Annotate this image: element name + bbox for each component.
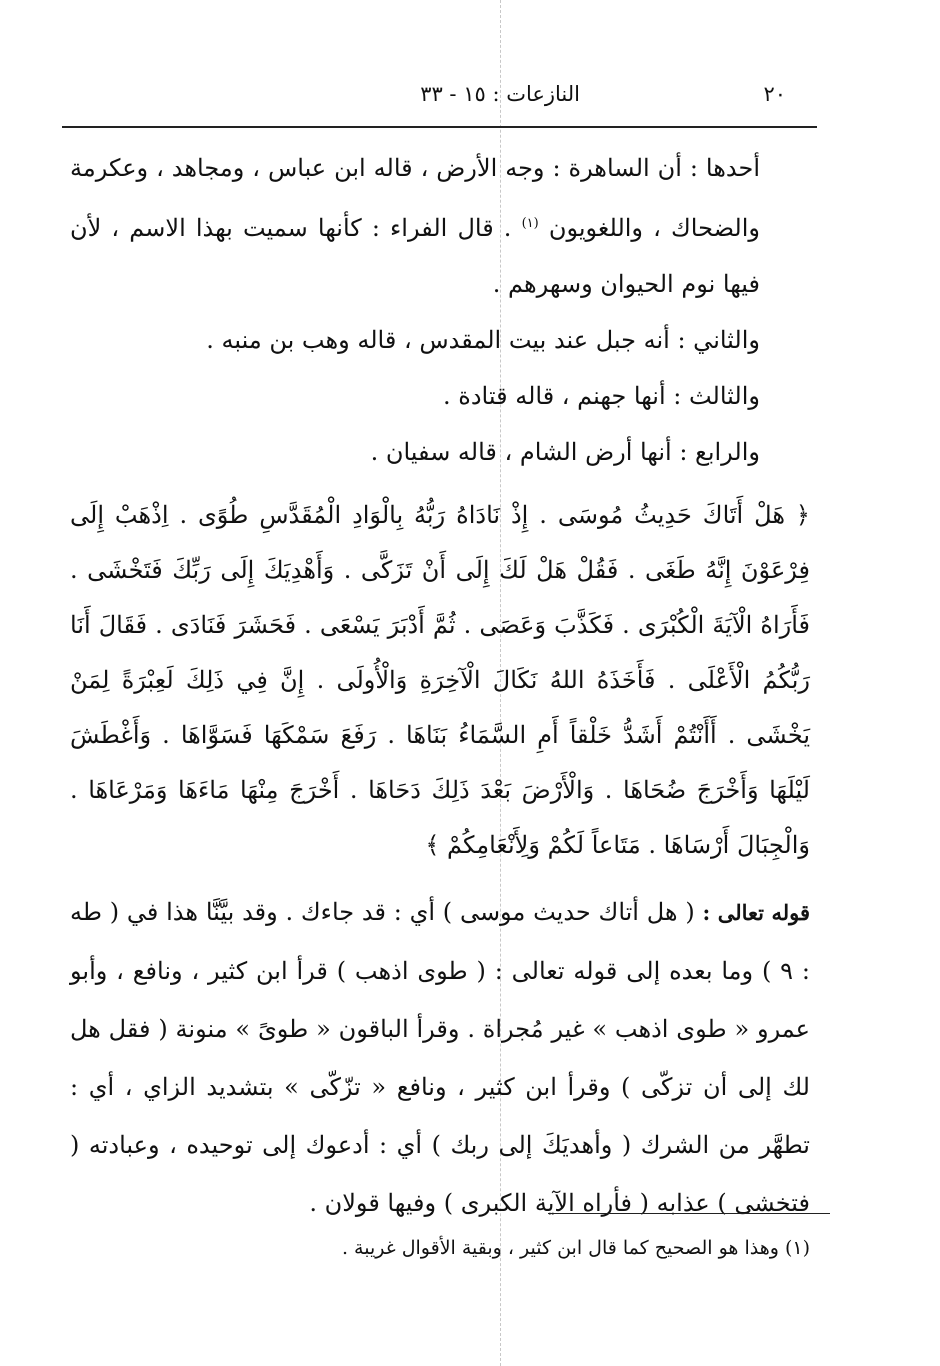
first-opinion-continuation: . قال الفراء : كأنها سميت بهذا الاسم ، لأن فيها نوم الحيوان وسهرهم . [70,214,760,298]
tafsir-lead: قوله تعالى : [702,900,810,925]
paragraph-second-opinion: والثاني : أنه جبل عند بيت المقدس ، قاله وهب بن منبه . [206,326,760,354]
footnote: (١) وهذا هو الصحيح كما قال ابن كثير ، وبقية الأقوال غريبة . [341,1237,810,1259]
first-opinion-text: أحدها : أن الساهرة : وجه الأرض ، قاله ابن عباس ، ومجاهد ، وعكرمة والضحاك ، واللغويون [70,154,760,242]
footnote-rule [548,1213,830,1214]
footnote-reference: (١) [521,216,539,231]
body-text [70,140,810,1232]
page-header [70,82,800,122]
paragraph-fourth-opinion: والرابع : أنها أرض الشام ، قاله سفيان . [370,438,760,466]
running-title: النازعات : ١٥ - ٣٣ [420,82,580,106]
paragraph-third-opinion: والثالث : أنها جهنم ، قاله قتادة . [443,382,760,410]
paragraph-first-opinion [70,140,810,312]
header-rule [62,126,817,128]
tafsir-text: ( هل أتاك حديث موسى ) أي : قد جاءك . وقد بيَّنَّا هذا في ( طه : ٩ ) وما بعده إلى قوله تعالى : ( طوى اذهب ) قرأ ابن كثير ، ونافع ، وأبو عمرو « طوى اذهب » غير مُجراة . وقرأ الباقون « طوىً » منونة ( فقل هل لك إلى أن تزكّى ) وقرأ ابن كثير ، ونافع « تزّكّى » بتشديد الزاي ، أي : تطهَّر من الشرك ( وأهديَكَ إلى ربك ) أي : أدعوك إلى توحيده ، وعبادته ( فتخشى ) عذابه ( فأراه الآية الكبرى ) وفيها قولان . [70,898,810,1217]
tafsir-paragraph [70,883,810,1232]
quran-verses: ﴿ هَلْ أَتَاكَ حَدِيثُ مُوسَى . إِذْ نَادَاهُ رَبُّهُ بِالْوَادِ الْمُقَدَّسِ طُوًى . اِذْهَبْ إِلَى فِرْعَوْنَ إِنَّهُ طَغَى . فَقُلْ هَلْ لَكَ إِلَى أَنْ تَزَكَّى . وَأَهْدِيَكَ إِلَى رَبِّكَ فَتَخْشَى . فَأَرَاهُ الْآيَةَ الْكُبْرَى . فَكَذَّبَ وَعَصَى . ثُمَّ أَدْبَرَ يَسْعَى . فَحَشَرَ فَنَادَى . فَقَالَ أَنَا رَبُّكُمُ الْأَعْلَى . فَأَخَذَهُ اللهُ نَكَالَ الْآخِرَةِ وَالْأُولَى . إِنَّ فِي ذَلِكَ لَعِبْرَةً لِمَنْ يَخْشَى . أَأَنْتُمْ أَشَدُّ خَلْقاً أَمِ السَّمَاءُ بَنَاهَا . رَفَعَ سَمْكَهَا فَسَوَّاهَا . وَأَغْطَشَ لَيْلَهَا وَأَخْرَجَ ضُحَاهَا . وَالْأَرْضَ بَعْدَ ذَلِكَ دَحَاهَا . أَخْرَجَ مِنْهَا مَاءَهَا وَمَرْعَاهَا . وَالْجِبَالَ أَرْسَاهَا . مَتَاعاً لَكُمْ وَلِأَنْعَامِكُمْ ﴾ [70,501,810,859]
page-number: ٢٠ [763,82,786,106]
